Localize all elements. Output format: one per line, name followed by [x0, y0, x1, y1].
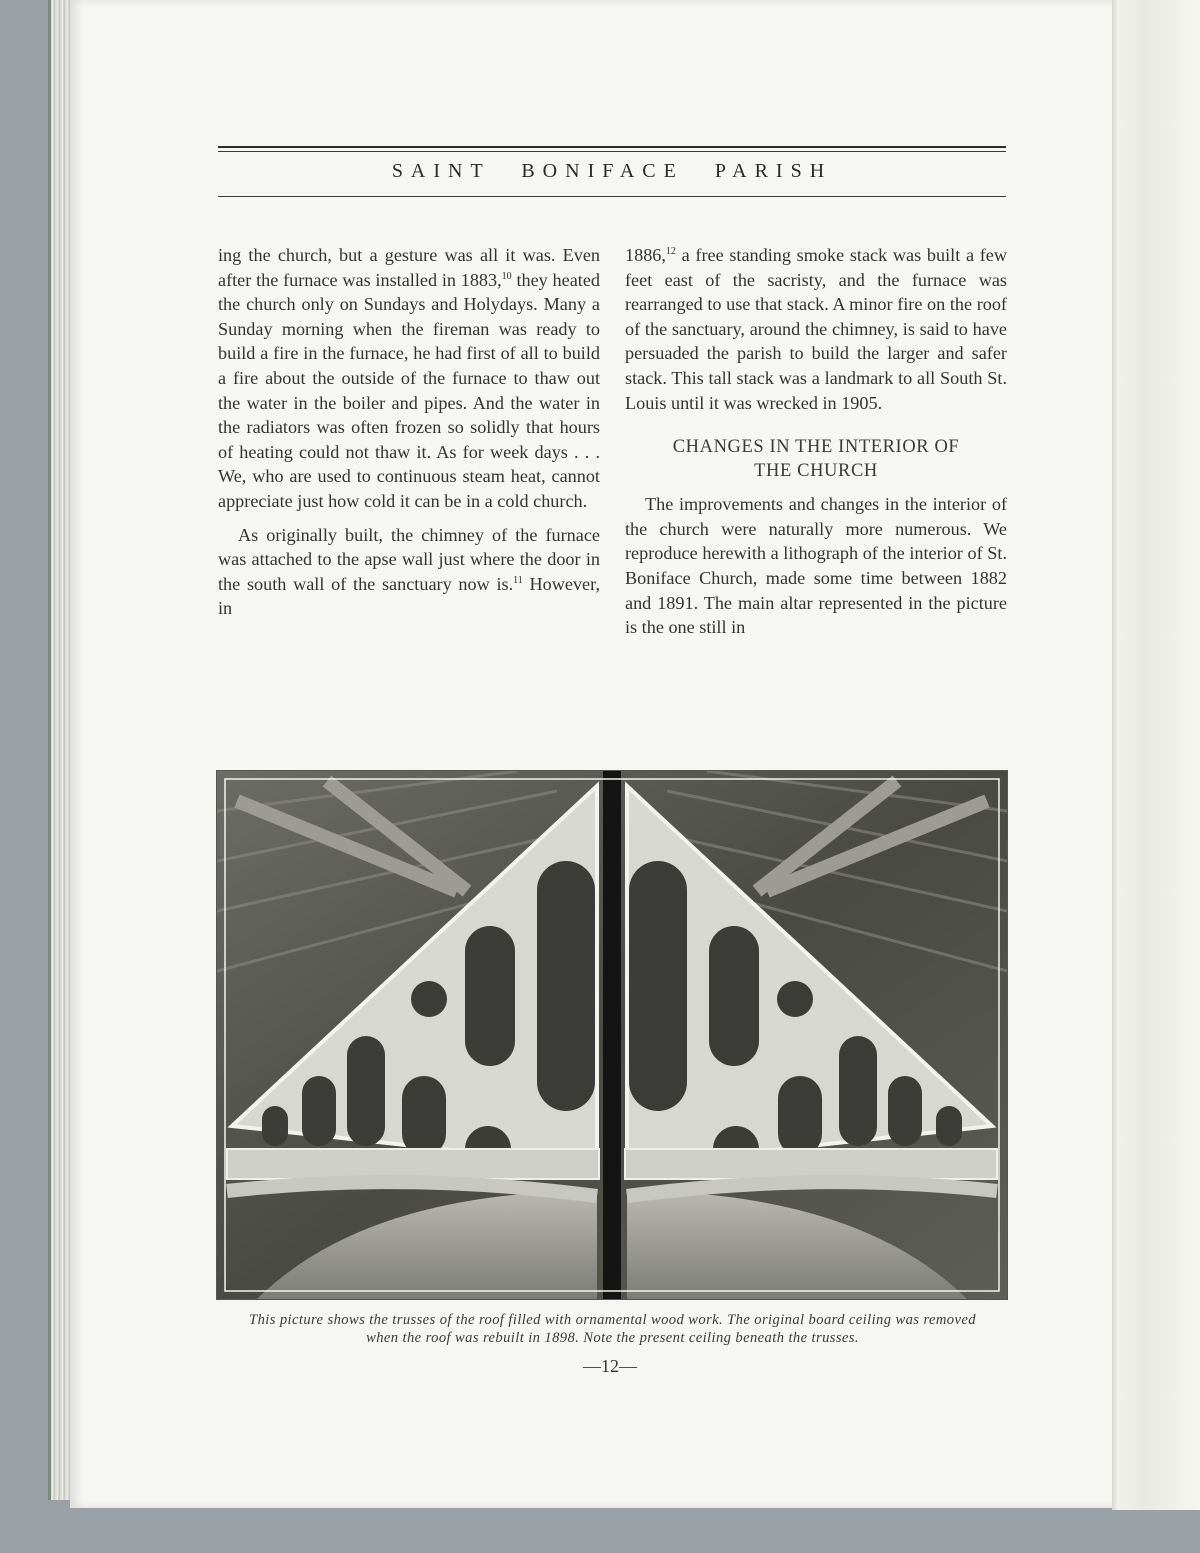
right-column [625, 243, 1007, 640]
header-rule-bottom [218, 196, 1006, 197]
header-rule-top-thin [218, 151, 1006, 152]
facing-page-edge [1112, 0, 1200, 1510]
running-title: SAINT BONIFACE PARISH [391, 160, 833, 182]
page-number: —12— [583, 1356, 637, 1376]
section-heading: CHANGES IN THE INTERIOR OF THE CHURCH [672, 437, 960, 482]
left-paragraph-1: ing the church, but a gesture was all it was. Even after the furnace was installed in 1883,10 they heated the church only on Sundays and Holydays. Many a Sunday morning when the fireman was ready to build a fire in the furnace, he had first of all to build a fire about the outside of the furnace to thaw out the water in the boiler and pipes. And the water in the radiators was often frozen so solidly that hours of heating could not thaw it. As for week days . . . We, who are used to continuous steam heat, cannot appreciate just how cold it can be in a cold church. [218, 245, 600, 511]
left-column [218, 243, 600, 621]
figure-caption: This picture shows the trusses of the roof filled with ornamental wood work. The original board ceiling was removed when the roof was rebuilt in 1898. Note the present ceiling beneath the trusses. [249, 1312, 976, 1346]
footnote-marker: 10 [501, 270, 512, 282]
left-paragraph-2: As originally built, the chimney of the furnace was attached to the apse wall just where the door in the south wall of the sanctuary now is.$^{11}$ However, in [218, 524, 600, 619]
right-paragraph-2: The improvements and changes in the interior of the church were naturally more numerous. We reproduce herewith a lithograph of the interior of St. Boniface Church, made some time between 1882 and 1891. The main altar represented in the picture is the one still in [625, 494, 1007, 638]
right-paragraph-1: 1886,12 a free standing smoke stack was built a few feet east of the sacristy, and the furnace was rearranged to use that stack. A minor fire on the roof of the sanctuary, around the chimney, is said to have persuaded the parish to build the larger and safer stack. This tall stack was a landmark to all South St. Louis until it was wrecked in 1905. [625, 245, 1007, 413]
header-rule-top [218, 146, 1006, 148]
footnote-marker: 12 [665, 246, 676, 257]
roof-truss-photograph [216, 770, 1008, 1300]
footnote-marker: 11 [513, 574, 523, 586]
